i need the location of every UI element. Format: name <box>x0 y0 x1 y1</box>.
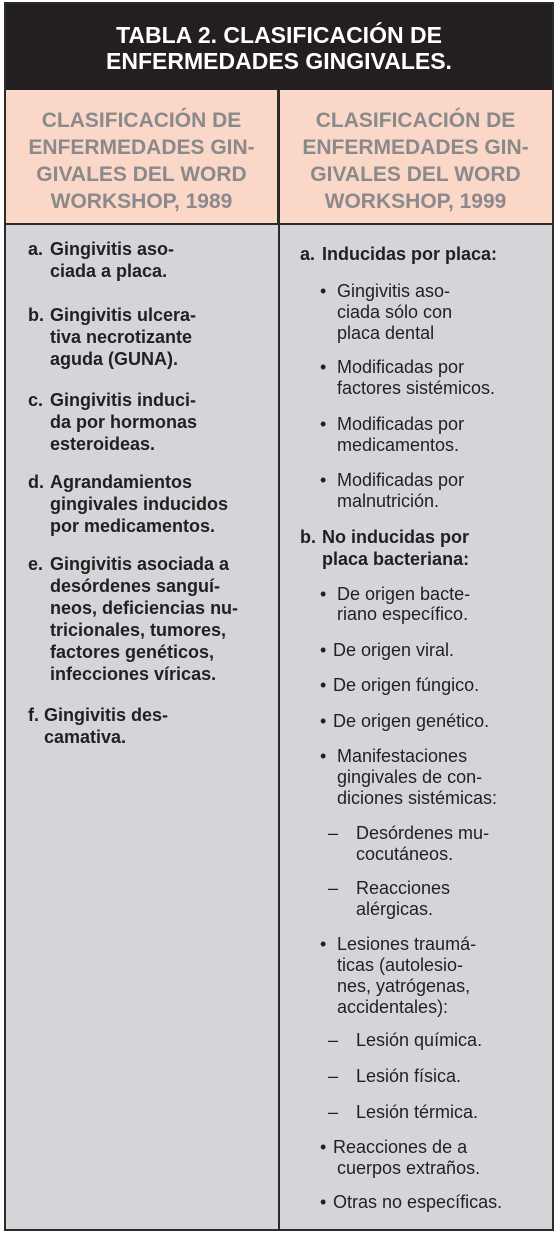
right-b-item-line: Lesiones traumá- <box>337 934 477 954</box>
left-item-e-line: factores genéticos, <box>50 642 215 662</box>
right-b-item-line: De origen fúngico. <box>333 675 480 695</box>
left-item-d-line: gingivales inducidos <box>50 494 229 514</box>
left-item-e-line: neos, deficiencias nu- <box>50 598 239 618</box>
right-b-item-line: accidentales): <box>337 997 449 1017</box>
header-1989 <box>6 90 278 225</box>
left-item-a-marker: a. <box>28 239 44 259</box>
left-item-e-line: infecciones víricas. <box>50 664 217 684</box>
right-b-subitem-line: cocutáneos. <box>356 844 454 864</box>
right-a-item-line: Modificadas por <box>337 414 465 434</box>
left-item-c-marker: c. <box>28 390 44 410</box>
left-item-b-line: tiva necrotizante <box>50 327 193 347</box>
left-item-e-line: tricionales, tumores, <box>50 620 227 640</box>
right-a-item-line: placa dental <box>337 323 435 343</box>
header-1999-line: GIVALES DEL WORD <box>310 163 521 186</box>
left-item-b-line: aguda (GUNA). <box>50 349 178 369</box>
right-b-item-line: gingivales de con- <box>337 767 483 787</box>
right-b-subitem-line: Reacciones <box>356 878 451 898</box>
bullet-marker: • <box>320 640 327 660</box>
header-1999 <box>279 90 552 225</box>
left-item-c-line: Gingivitis induci- <box>50 390 197 410</box>
table-title-line-1: TABLA 2. CLASIFICACIÓN DE <box>116 22 442 48</box>
right-group-b-line: placa bacteriana: <box>322 549 470 569</box>
dash-marker: – <box>328 1030 339 1050</box>
dash-marker: – <box>328 1102 339 1122</box>
dash-marker: – <box>328 878 339 898</box>
header-1989-line: CLASIFICACIÓN DE <box>41 109 242 132</box>
right-a-item-line: medicamentos. <box>337 435 460 455</box>
right-group-b-line: No inducidas por <box>322 527 470 547</box>
header-1989-line: WORKSHOP, 1989 <box>50 190 233 213</box>
right-a-item-line: Gingivitis aso- <box>337 281 451 301</box>
header-1989-line: GIVALES DEL WORD <box>36 163 247 186</box>
right-b-subitem-line: Lesión química. <box>356 1030 483 1050</box>
right-b-item-line: Otras no específicas. <box>333 1192 503 1212</box>
bullet-marker: • <box>320 1137 327 1157</box>
left-item-e-line: Gingivitis asociada a <box>50 554 230 574</box>
table-title <box>6 4 552 90</box>
bullet-marker: • <box>320 281 327 301</box>
bullet-marker: • <box>320 711 327 731</box>
header-1999-line: CLASIFICACIÓN DE <box>315 109 516 132</box>
bullet-marker: • <box>320 357 327 377</box>
bullet-marker: • <box>320 470 327 490</box>
right-a-item-line: Modificadas por <box>337 357 465 377</box>
right-b-item-line: riano específico. <box>337 604 469 624</box>
right-b-subitem-line: Lesión térmica. <box>356 1102 479 1122</box>
right-b-subitem-line: Desórdenes mu- <box>356 823 490 843</box>
bullet-marker: • <box>320 584 327 604</box>
right-a-item-line: malnutrición. <box>337 491 440 511</box>
column-divider <box>278 90 280 1231</box>
bullet-marker: • <box>320 1192 327 1212</box>
right-group-a-label: Inducidas por placa: <box>322 244 498 264</box>
left-item-e-marker: e. <box>28 554 44 574</box>
right-b-subitem-line: alérgicas. <box>356 899 434 919</box>
right-a-item-line: Modificadas por <box>337 470 465 490</box>
right-b-item-line: De origen bacte- <box>337 584 471 604</box>
right-a-item-line: factores sistémicos. <box>337 378 496 398</box>
left-item-f-marker: f. <box>28 705 39 725</box>
left-item-d-line: Agrandamientos <box>50 472 193 492</box>
left-item-d-marker: d. <box>28 472 44 492</box>
bullet-marker: • <box>320 746 327 766</box>
dash-marker: – <box>328 1066 339 1086</box>
right-b-item-line: ticas (autolesio- <box>337 955 464 975</box>
right-b-item-line: De origen viral. <box>333 640 455 660</box>
left-item-c-line: esteroideas. <box>50 434 156 454</box>
right-b-item-line: diciones sistémicas: <box>337 788 498 808</box>
right-b-item-line: Manifestaciones <box>337 746 468 766</box>
table-title-line-2: ENFERMEDADES GINGIVALES. <box>106 48 452 74</box>
left-item-e-line: desórdenes sanguí- <box>50 576 221 596</box>
left-item-b-line: Gingivitis ulcera- <box>50 305 197 325</box>
right-b-item-line: nes, yatrógenas, <box>337 976 471 996</box>
right-group-b-marker: b. <box>300 527 316 547</box>
classification-table <box>4 2 554 1231</box>
bullet-marker: • <box>320 414 327 434</box>
header-1999-line: ENFERMEDADES GIN- <box>302 136 529 159</box>
left-item-d-line: por medicamentos. <box>50 516 216 536</box>
header-1999-line: WORKSHOP, 1999 <box>324 190 507 213</box>
header-1989-line: ENFERMEDADES GIN- <box>28 136 255 159</box>
dash-marker: – <box>328 823 339 843</box>
right-b-item-line: cuerpos extraños. <box>337 1158 481 1178</box>
right-b-item-line: De origen genético. <box>333 711 490 731</box>
left-item-c-line: da por hormonas <box>50 412 198 432</box>
right-a-item-line: ciada sólo con <box>337 302 453 322</box>
left-item-f-line: Gingivitis des- <box>44 705 169 725</box>
right-b-item-line: Reacciones de a <box>333 1137 468 1157</box>
left-item-b-marker: b. <box>28 305 44 325</box>
right-group-a-marker: a. <box>300 244 316 264</box>
left-item-a-line: Gingivitis aso- <box>50 239 175 259</box>
left-item-f-line: camativa. <box>44 727 127 747</box>
left-item-a-line: ciada a placa. <box>50 261 168 281</box>
right-b-subitem-line: Lesión física. <box>356 1066 462 1086</box>
bullet-marker: • <box>320 675 327 695</box>
bullet-marker: • <box>320 934 327 954</box>
